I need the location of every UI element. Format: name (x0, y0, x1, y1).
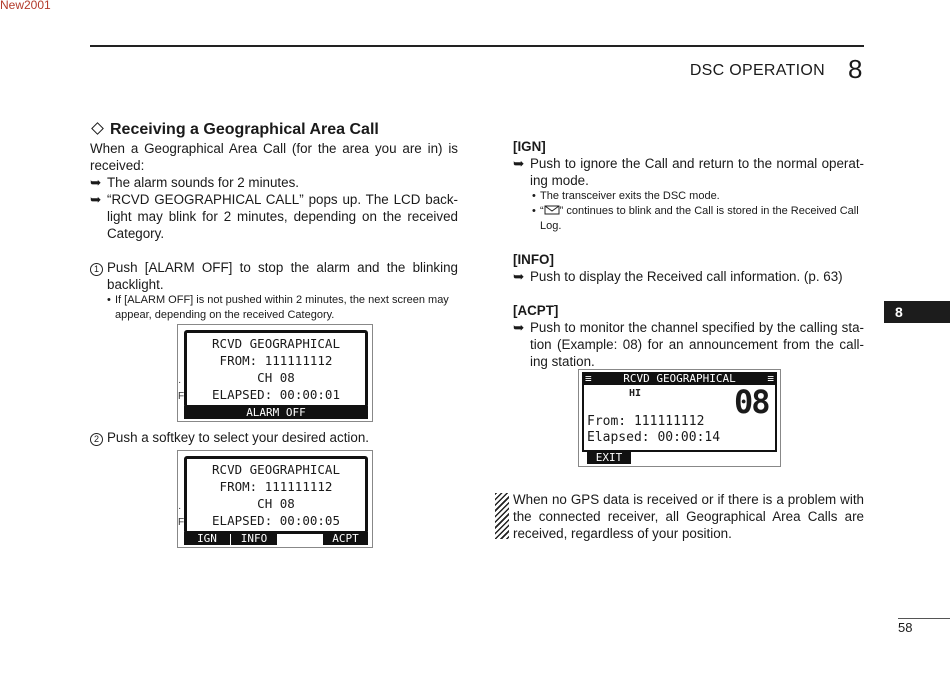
lcd-from-line: From: 111111112 (587, 414, 705, 429)
acpt-heading: [ACPT] (513, 303, 559, 318)
left-column (90, 120, 458, 323)
list-item: ➥ Push to ignore the Call and return to the normal operat-ing mode. (513, 156, 864, 188)
step-2: 2 Push a softkey to select your desired action. (90, 429, 458, 446)
lcd-line: RCVD GEOGRAPHICAL (212, 336, 340, 351)
alarm-off-softkey[interactable]: ALARM OFF (184, 406, 368, 419)
lcd-line: CH 08 (257, 496, 295, 511)
lcd-line: RCVD GEOGRAPHICAL (212, 462, 340, 477)
diamond-icon (91, 122, 104, 135)
lcd-display (184, 456, 368, 534)
lcd-line: ELAPSED: 00:00:05 (212, 513, 340, 528)
arrow-bullet-icon: ➥ (513, 156, 525, 171)
lcd-screen-actions: · F RCVD GEOGRAPHICAL FROM: 111111112 CH 08 ELAPSED: 00:00:05 IGN INFO ACPT (177, 450, 373, 548)
step-number-badge: 2 (90, 433, 103, 446)
arrow-bullet-icon: ➥ (513, 320, 525, 335)
list-item: ➥ “RCVD GEOGRAPHICAL CALL” pops up. The LCD back-light may blink for 2 minutes, depending on the received Category. (90, 192, 458, 241)
lcd-line: FROM: 111111112 (219, 353, 333, 368)
intro-text: When a Geographical Area Call (for the area you are in) is received: (90, 141, 458, 173)
arrow-bullet-icon: ➥ (90, 192, 102, 207)
page-number: 58 (898, 620, 913, 635)
lcd-line: FROM: 111111112 (219, 479, 333, 494)
info-heading: [INFO] (513, 252, 554, 267)
note-icon (495, 493, 509, 539)
chapter-number: 8 (848, 54, 863, 84)
acpt-softkey[interactable]: ACPT (323, 532, 368, 545)
envelope-icon (544, 205, 560, 215)
info-softkey[interactable]: INFO (231, 532, 277, 545)
arrow-bullet-icon: ➥ (513, 269, 525, 284)
list-item: ➥ The alarm sounds for 2 minutes. (90, 175, 300, 190)
list-item: ➥ Push to display the Received call information. (p. 63) (513, 269, 843, 284)
power-indicator: HI (629, 388, 642, 399)
menu-icon: ≡ (585, 372, 592, 385)
step-1: 1 Push [ALARM OFF] to stop the alarm and the blinking backlight. (90, 259, 458, 293)
lcd-line: ELAPSED: 00:00:01 (212, 387, 340, 402)
ign-heading: [IGN] (513, 139, 546, 154)
channel-number: 08 (734, 383, 769, 421)
page-number-rule (898, 618, 950, 619)
step-1-note: • If [ALARM OFF] is not pushed within 2 minutes, the next screen may appear, depending on the received Category. (107, 294, 449, 321)
step-number-badge: 1 (90, 263, 103, 276)
arrow-bullet-icon: ➥ (90, 175, 102, 190)
lcd-display (582, 385, 777, 452)
page-reference[interactable]: (p. 63) (803, 269, 843, 284)
lcd-title-bar: ≡ RCVD GEOGRAPHICAL ≡ (582, 372, 777, 385)
ign-note: • “ ” continues to blink and the Call is stored in the Received Call Log. (532, 205, 859, 232)
chapter-side-tab: 8 (884, 301, 950, 323)
section-heading: Receiving a Geographical Area Call (90, 120, 458, 140)
lcd-line: CH 08 (257, 370, 295, 385)
right-column (513, 138, 864, 370)
lcd-elapsed-line: Elapsed: 00:00:14 (587, 430, 721, 445)
document-stamp: New2001 (0, 0, 51, 12)
gps-note: When no GPS data is received or if there is a problem with the connected receiver, all Geographical Area Calls are received, regardless of your position. (513, 492, 864, 541)
lcd-screen-accept (578, 369, 781, 467)
ign-softkey[interactable]: IGN (184, 532, 230, 545)
exit-softkey[interactable]: EXIT (587, 452, 631, 464)
lcd-display (184, 330, 368, 408)
section-title: DSC OPERATION (689, 62, 825, 79)
list-item: ➥ Push to monitor the channel specified by the calling sta-tion (Example: 08) for an announcement from the call-ing station. (513, 320, 864, 369)
header-rule (90, 45, 864, 47)
lcd-screen-alarm: · F RCVD GEOGRAPHICAL FROM: 111111112 CH 08 ELAPSED: 00:00:01 ALARM OFF (177, 324, 373, 422)
ign-note: • The transceiver exits the DSC mode. (532, 190, 720, 202)
menu-icon: ≡ (767, 372, 774, 385)
